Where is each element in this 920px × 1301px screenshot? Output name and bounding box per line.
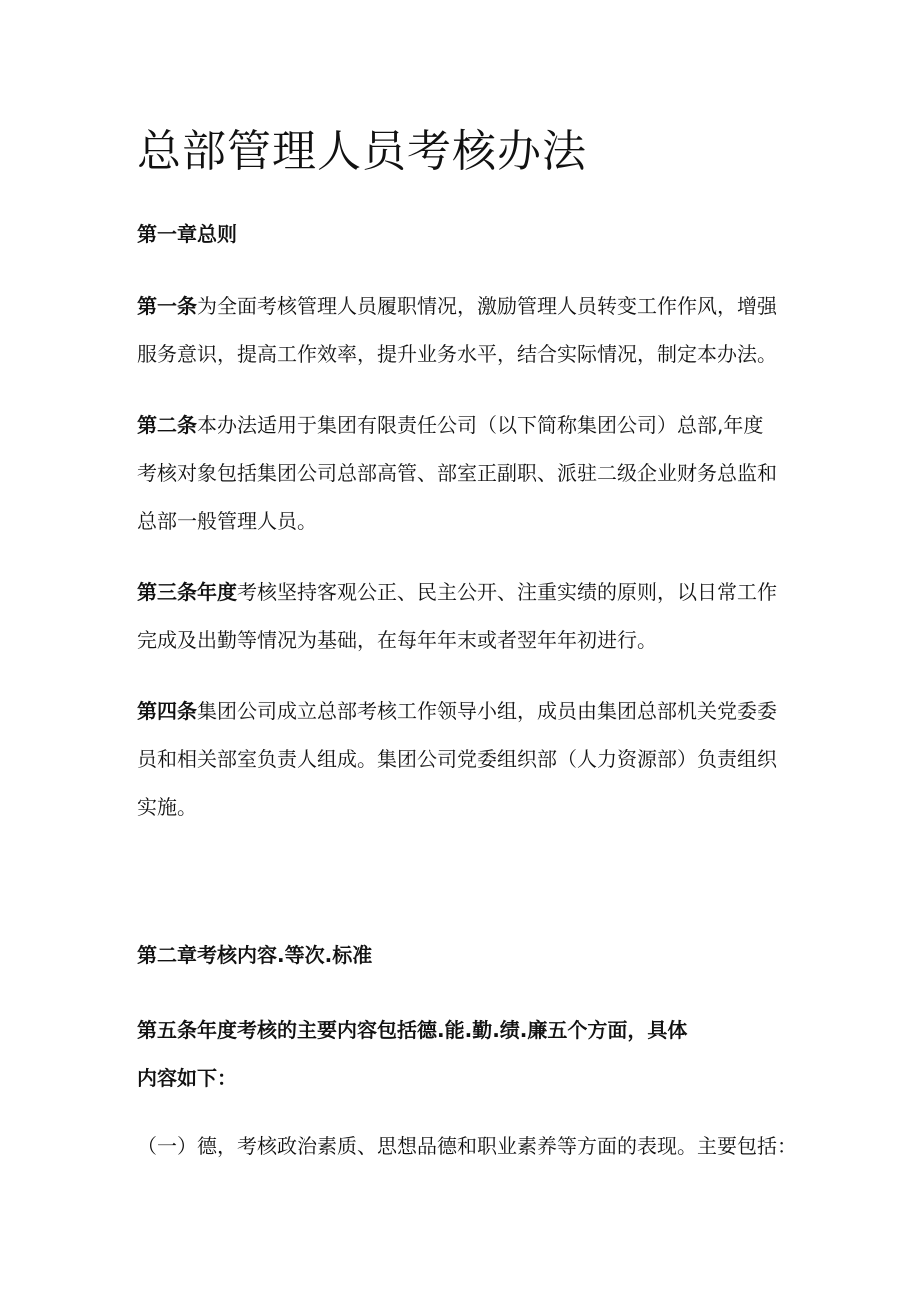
article-1-text-1: 为全面考核管理人员履职情况，激励管理人员转变工作作风，增强 [197,294,777,318]
article-5 [137,1006,797,1102]
article-2-line-1 [137,401,797,449]
article-3 [137,568,797,664]
article-5-line-1: 第五条年度考核的主要内容包括德.能.勤.绩.廉五个方面，具体 [137,1018,688,1042]
article-4-line-1 [137,687,797,735]
chapter-2-heading: 第二章考核内容.等次.标准 [137,943,373,967]
article-2-line-3: 总部一般管理人员。 [137,509,317,533]
article-2-line-2: 考核对象包括集团公司总部高管、部室正副职、派驻二级企业财务总监和 [137,461,777,485]
article-4-line-2: 员和相关部室负责人组成。集团公司党委组织部（人力资源部）负责组织 [137,747,777,771]
item-1: （一）德，考核政治素质、思想品德和职业素养等方面的表现。主要包括： [137,1134,797,1158]
article-3-line-2: 完成及出勤等情况为基础，在每年年末或者翌年年初进行。 [137,628,657,652]
article-2-text-1: 本办法适用于集团有限责任公司（以下简称集团公司）总部,年度 [197,413,764,437]
article-4-line-3: 实施。 [137,795,197,819]
chapter-1-heading: 第一章总则 [137,222,237,246]
document-title: 总部管理人员考核办法 [137,126,587,177]
article-4-label: 第四条 [137,699,197,723]
article-5-line-2: 内容如下： [137,1066,237,1090]
article-2 [137,401,797,545]
article-4-text-1: 集团公司成立总部考核工作领导小组，成员由集团总部机关党委委 [197,699,777,723]
article-3-line-1 [137,568,797,616]
article-1-line-2: 服务意识，提高工作效率，提升业务水平，结合实际情况，制定本办法。 [137,342,777,366]
article-4 [137,687,797,831]
article-2-label: 第二条 [137,413,197,437]
article-1-label: 第一条 [137,294,197,318]
article-1-line-1 [137,282,797,330]
article-1 [137,282,797,378]
article-3-text-1: 考核坚持客观公正、民主公开、注重实绩的原则，以日常工作 [237,580,777,604]
article-3-label: 第三条年度 [137,580,237,604]
